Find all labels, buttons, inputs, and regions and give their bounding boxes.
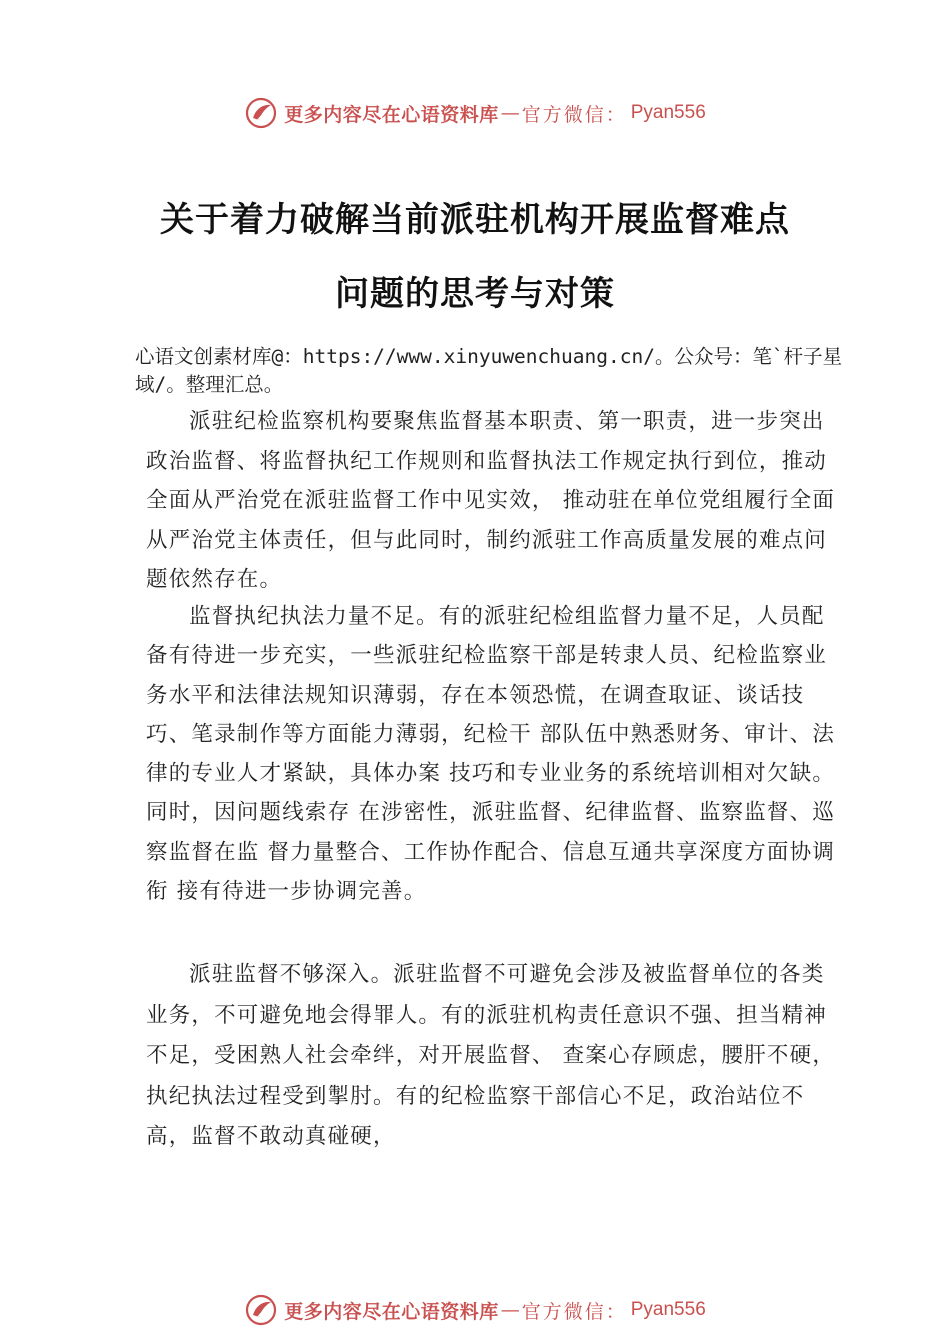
banner-wechat-label: 官方微信： [521, 103, 627, 126]
banner-promo-text: 更多内容尽在心语资料库 [284, 1300, 499, 1323]
body-paragraph: 派驻监督不够深入。派驻监督不可避免会涉及被监督单位的各类业务，不可避免地会得罪人。有的派驻机构责任意识不强、担当精神不足，受困熟人社会牵绊，对开展监督、 查案心存顾虑，腰肝不硬，执纪执法过程受到掣肘。有的纪检监察干部信心不足，政治站位不高，监督不敢动真碰硬， [146, 962, 836, 1149]
document-title-line-2: 问题的思考与对策 [335, 274, 615, 314]
banner-dash: — [500, 102, 520, 124]
source-note: 心语文创素材库@：https://www.xinyuwenchuang.cn/。公众号：笔`杆子星域/。整理汇总。 [135, 345, 843, 396]
logo-icon [244, 96, 278, 130]
banner-wechat-id: Pyan556 [630, 1299, 706, 1320]
banner-wechat-label: 官方微信： [521, 1300, 627, 1323]
header-banner [0, 93, 950, 133]
banner-wechat-id: Pyan556 [630, 102, 706, 123]
footer-banner [0, 1290, 950, 1330]
body-paragraph: 派驻纪检监察机构要聚焦监督基本职责、第一职责，进一步突出政治监督、将监督执纪工作规则和监督执法工作规定执行到位，推动全面从严治党在派驻监督工作中见实效， 推动驻在单位党组履行全面从严治党主体责任，但与此同时，制约派驻工作高质量发展的难点问题依然存在。 [146, 409, 836, 592]
banner-promo-text: 更多内容尽在心语资料库 [284, 103, 499, 126]
logo-icon [244, 1293, 278, 1327]
body-paragraph: 监督执纪执法力量不足。有的派驻纪检组监督力量不足，人员配备有待进一步充实，一些派驻纪检监察干部是转隶人员、纪检监察业务水平和法律法规知识薄弱，存在本领恐慌，在调查取证、谈话技巧、笔录制作等方面能力薄弱，纪检干 部队伍中熟悉财务、审计、法律的专业人才紧缺，具体办案 技巧和专业业务的系统培训相对欠缺。同时，因问题线索存 在涉密性，派驻监督、纪律监督、监察监督、巡察监督在监 督力量整合、工作协作配合、信息互通共享深度方面协调衔 接有待进一步协调完善。 [146, 604, 836, 905]
document-title-line-1: 关于着力破解当前派驻机构开展监督难点 [160, 200, 790, 240]
banner-dash: — [500, 1299, 520, 1321]
